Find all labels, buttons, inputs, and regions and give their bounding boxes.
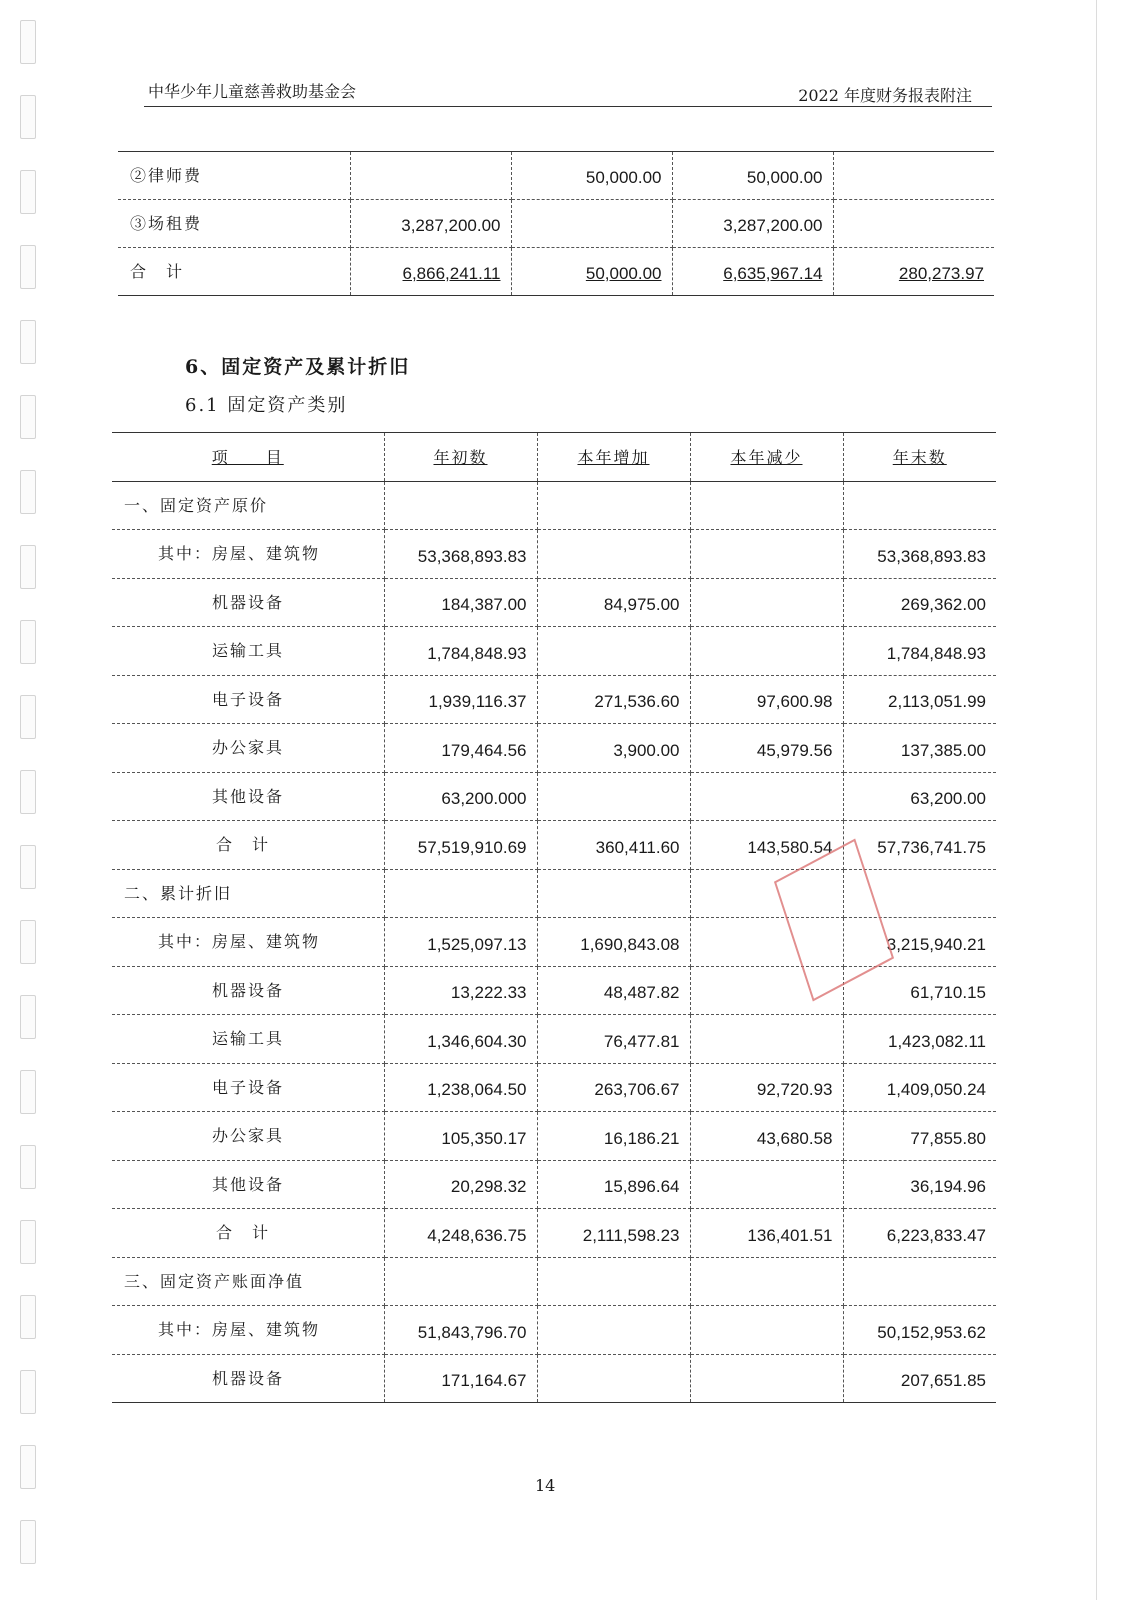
- cell-value: 13,222.33: [384, 966, 537, 1015]
- cell-value: 15,896.64: [537, 1160, 690, 1209]
- cell-value: 1,784,848.93: [384, 627, 537, 676]
- cell-value: 36,194.96: [843, 1160, 996, 1209]
- binding-hole: [20, 770, 36, 814]
- organization-name: 中华少年儿童慈善救助基金会: [148, 82, 357, 101]
- cell-value: 171,164.67: [384, 1354, 537, 1403]
- section-subtitle: 6.1 固定资产类别: [185, 395, 348, 416]
- cell-value: [843, 481, 996, 530]
- cell-value: 6,866,241.11: [402, 264, 501, 283]
- table-row: [112, 1160, 996, 1209]
- table-row: [112, 1306, 996, 1355]
- cell-value: 63,200.00: [843, 772, 996, 821]
- cell-value: 3,215,940.21: [843, 918, 996, 967]
- table-row: [112, 1063, 996, 1112]
- cell-value: 61,710.15: [843, 966, 996, 1015]
- cell-value: [537, 1257, 690, 1306]
- table-row: [112, 578, 996, 627]
- cell-value: [833, 200, 994, 248]
- page-header: [144, 76, 992, 107]
- table-row: [112, 1257, 996, 1306]
- binding-hole: [20, 470, 36, 514]
- cell-value: [384, 1257, 537, 1306]
- row-label: 其中：房屋、建筑物: [112, 918, 384, 967]
- cell-value: 50,000.00: [672, 152, 833, 200]
- binding-hole: [20, 1445, 36, 1489]
- binding-hole: [20, 695, 36, 739]
- cell-value: 1,409,050.24: [843, 1063, 996, 1112]
- row-label: 其中：房屋、建筑物: [112, 1306, 384, 1355]
- cell-value: [350, 152, 511, 200]
- cell-value: 92,720.93: [690, 1063, 843, 1112]
- cell-value: 1,939,116.37: [384, 675, 537, 724]
- binding-hole: [20, 995, 36, 1039]
- cell-value: 53,368,893.83: [384, 530, 537, 579]
- cell-value: 263,706.67: [537, 1063, 690, 1112]
- binding-hole: [20, 170, 36, 214]
- cell-value: 76,477.81: [537, 1015, 690, 1064]
- cell-value: 143,580.54: [690, 821, 843, 870]
- binding-hole: [20, 545, 36, 589]
- cell-value: 48,487.82: [537, 966, 690, 1015]
- cell-value: 16,186.21: [537, 1112, 690, 1161]
- table-row: [112, 1015, 996, 1064]
- cell-value: 1,423,082.11: [843, 1015, 996, 1064]
- cell-value: 3,287,200.00: [350, 200, 511, 248]
- cell-value: 1,525,097.13: [384, 918, 537, 967]
- cell-value: [833, 152, 994, 200]
- row-label: 机器设备: [112, 1354, 384, 1403]
- table-row: [112, 724, 996, 773]
- cell-value: 53,368,893.83: [843, 530, 996, 579]
- cell-value: [690, 772, 843, 821]
- row-label: 合 计: [112, 821, 384, 870]
- cell-value: [690, 1306, 843, 1355]
- cell-value: 84,975.00: [537, 578, 690, 627]
- binding-hole: [20, 95, 36, 139]
- cell-value: [690, 578, 843, 627]
- cell-value: [690, 1160, 843, 1209]
- table-row: [112, 772, 996, 821]
- page-number: 14: [535, 1476, 556, 1495]
- binding-hole: [20, 920, 36, 964]
- table-row: [112, 627, 996, 676]
- binding-hole: [20, 1220, 36, 1264]
- binding-hole: [20, 620, 36, 664]
- cell-value: 51,843,796.70: [384, 1306, 537, 1355]
- row-label: 其他设备: [112, 1160, 384, 1209]
- row-label: 办公家具: [112, 1112, 384, 1161]
- cell-value: 97,600.98: [690, 675, 843, 724]
- row-label: 电子设备: [112, 675, 384, 724]
- column-header: 本年增加: [577, 448, 650, 468]
- cell-value: 43,680.58: [690, 1112, 843, 1161]
- cell-value: 136,401.51: [690, 1209, 843, 1258]
- cell-value: [843, 1257, 996, 1306]
- binding-hole: [20, 1295, 36, 1339]
- binding-hole: [20, 20, 36, 64]
- table-row: [112, 821, 996, 870]
- cell-value: 57,519,910.69: [384, 821, 537, 870]
- binding-hole: [20, 1070, 36, 1114]
- cell-value: 6,635,967.14: [723, 264, 823, 283]
- cell-value: 2,113,051.99: [843, 675, 996, 724]
- table-header-row: [112, 433, 996, 482]
- column-header: 年初数: [433, 448, 488, 468]
- table-row: [112, 481, 996, 530]
- cell-value: [384, 481, 537, 530]
- table-row: [112, 530, 996, 579]
- cell-value: 1,238,064.50: [384, 1063, 537, 1112]
- column-header: 本年减少: [730, 448, 803, 468]
- row-label: 运输工具: [112, 1015, 384, 1064]
- cell-value: 269,362.00: [843, 578, 996, 627]
- table-row: [112, 1209, 996, 1258]
- cell-value: [690, 627, 843, 676]
- cell-value: [537, 1354, 690, 1403]
- cell-value: [690, 1015, 843, 1064]
- row-label: 其他设备: [112, 772, 384, 821]
- cell-value: 50,000.00: [511, 152, 672, 200]
- row-label: 其中：房屋、建筑物: [112, 530, 384, 579]
- cell-value: 207,651.85: [843, 1354, 996, 1403]
- cell-value: 77,855.80: [843, 1112, 996, 1161]
- cell-value: [537, 530, 690, 579]
- cell-value: 1,690,843.08: [537, 918, 690, 967]
- column-header: 项 目: [211, 448, 284, 468]
- row-label: 合 计: [112, 1209, 384, 1258]
- table-row-total: [118, 248, 994, 296]
- row-label: 一、固定资产原价: [112, 481, 384, 530]
- row-label: 运输工具: [112, 627, 384, 676]
- cell-value: [690, 481, 843, 530]
- cell-value: 45,979.56: [690, 724, 843, 773]
- cell-value: [537, 1306, 690, 1355]
- table-row: [112, 675, 996, 724]
- binding-hole: [20, 395, 36, 439]
- binding-hole: [20, 1370, 36, 1414]
- cell-value: 4,248,636.75: [384, 1209, 537, 1258]
- cell-value: 105,350.17: [384, 1112, 537, 1161]
- table-row: [112, 1112, 996, 1161]
- row-label: 二、累计折旧: [112, 869, 384, 918]
- cell-value: [537, 481, 690, 530]
- cell-value: 179,464.56: [384, 724, 537, 773]
- table-row: [112, 1354, 996, 1403]
- row-label: 电子设备: [112, 1063, 384, 1112]
- table-row: [118, 152, 994, 200]
- cell-value: 2,111,598.23: [537, 1209, 690, 1258]
- page-edge-line: [1096, 0, 1097, 1600]
- cell-value: 360,411.60: [537, 821, 690, 870]
- cell-value: 20,298.32: [384, 1160, 537, 1209]
- cell-value: [537, 869, 690, 918]
- table-row: [118, 200, 994, 248]
- cell-value: 3,287,200.00: [672, 200, 833, 248]
- cell-value: 50,152,953.62: [843, 1306, 996, 1355]
- cell-value: 1,784,848.93: [843, 627, 996, 676]
- binding-hole: [20, 1145, 36, 1189]
- cell-value: 1,346,604.30: [384, 1015, 537, 1064]
- cell-value: 57,736,741.75: [843, 821, 996, 870]
- row-label: 机器设备: [112, 578, 384, 627]
- cell-value: 280,273.97: [898, 264, 984, 283]
- row-label: ②律师费: [118, 152, 350, 200]
- column-header: 年末数: [892, 448, 947, 468]
- report-title: 2022 年度财务报表附注: [798, 86, 972, 105]
- row-label: 三、固定资产账面净值: [112, 1257, 384, 1306]
- cell-value: 50,000.00: [585, 264, 662, 283]
- binding-hole: [20, 1520, 36, 1564]
- cell-value: 6,223,833.47: [843, 1209, 996, 1258]
- cell-value: 137,385.00: [843, 724, 996, 773]
- cell-value: [537, 627, 690, 676]
- row-label: 合 计: [118, 248, 350, 296]
- cell-value: 184,387.00: [384, 578, 537, 627]
- row-label: 办公家具: [112, 724, 384, 773]
- cell-value: 271,536.60: [537, 675, 690, 724]
- cell-value: [690, 1354, 843, 1403]
- binding-hole: [20, 845, 36, 889]
- row-label: 机器设备: [112, 966, 384, 1015]
- cell-value: 3,900.00: [537, 724, 690, 773]
- cell-value: [384, 869, 537, 918]
- cell-value: [511, 200, 672, 248]
- cell-value: [537, 772, 690, 821]
- cell-value: [690, 530, 843, 579]
- row-label: ③场租费: [118, 200, 350, 248]
- section-title: 6、固定资产及累计折旧: [185, 356, 411, 378]
- expense-table: [118, 151, 994, 296]
- cell-value: [690, 1257, 843, 1306]
- binding-hole: [20, 245, 36, 289]
- binding-hole: [20, 320, 36, 364]
- cell-value: 63,200.000: [384, 772, 537, 821]
